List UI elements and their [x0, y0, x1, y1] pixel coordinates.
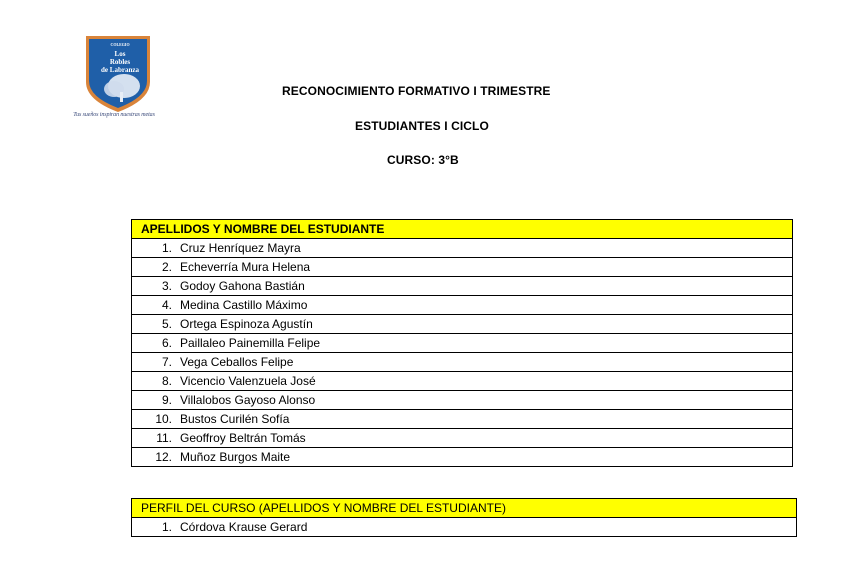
row-number: 1. — [161, 241, 172, 255]
table-cell — [132, 258, 793, 277]
row-number: 5. — [161, 317, 172, 331]
row-number: 8. — [161, 374, 172, 388]
table-row — [132, 315, 793, 334]
table-cell — [132, 277, 793, 296]
table-cell — [132, 334, 793, 353]
profile-table-header-cell: PERFIL DEL CURSO (APELLIDOS Y NOMBRE DEL ESTUDIANTE) — [132, 499, 797, 518]
students-table-header — [132, 220, 793, 239]
row-number: 11. — [156, 431, 172, 445]
table-cell — [132, 448, 793, 467]
logo-line-2: Robles — [109, 58, 131, 66]
student-name: Vicencio Valenzuela José — [180, 374, 316, 388]
table-cell — [132, 315, 793, 334]
student-name: Echeverría Mura Helena — [180, 260, 311, 274]
logo-line-1: Los — [114, 50, 126, 58]
table-row — [132, 391, 793, 410]
student-name: Cruz Henríquez Mayra — [180, 241, 301, 255]
document-subtitle-text: ESTUDIANTES I CICLO — [355, 119, 489, 133]
profile-table-header — [132, 499, 797, 518]
row-number: 3. — [161, 279, 172, 293]
row-number: 12. — [155, 450, 172, 464]
student-name: Godoy Gahona Bastián — [180, 279, 305, 293]
student-name: Ortega Espinoza Agustín — [180, 317, 313, 331]
row-number: 2. — [161, 260, 172, 274]
table-cell — [132, 391, 793, 410]
table-row — [132, 296, 793, 315]
school-logo — [62, 34, 166, 124]
student-name: Córdova Krause Gerard — [180, 520, 308, 534]
row-number: 4. — [161, 298, 172, 312]
logo-line-3: de Labranza — [101, 66, 139, 74]
profile-table — [131, 498, 797, 537]
table-row — [132, 239, 793, 258]
table-row — [132, 372, 793, 391]
table-cell — [132, 353, 793, 372]
course-heading-text: CURSO: 3°B — [387, 153, 459, 167]
row-number: 1. — [161, 520, 172, 534]
student-name: Paillaleo Painemilla Felipe — [180, 336, 321, 350]
row-number: 10. — [155, 412, 172, 426]
table-row — [132, 518, 797, 537]
students-table — [131, 219, 793, 467]
row-number: 7. — [161, 355, 172, 369]
student-name: Vega Ceballos Felipe — [180, 355, 294, 369]
row-number: 6. — [161, 336, 172, 350]
student-name: Villalobos Gayoso Alonso — [180, 393, 316, 407]
logo-top-text: COLEGIO — [110, 42, 130, 47]
student-name: Muñoz Burgos Maite — [180, 450, 291, 464]
table-cell — [132, 296, 793, 315]
student-name: Bustos Curilén Sofía — [180, 412, 290, 426]
table-row — [132, 334, 793, 353]
document-title-text: RECONOCIMIENTO FORMATIVO I TRIMESTRE — [282, 84, 551, 98]
table-cell — [132, 239, 793, 258]
table-row — [132, 448, 793, 467]
student-name: Geoffroy Beltrán Tomás — [180, 431, 306, 445]
table-cell — [132, 429, 793, 448]
student-name: Medina Castillo Máximo — [180, 298, 308, 312]
table-row — [132, 277, 793, 296]
row-number: 9. — [161, 393, 172, 407]
table-cell — [132, 372, 793, 391]
table-row — [132, 429, 793, 448]
table-row — [132, 410, 793, 429]
logo-tagline: Tus sueños inspiran nuestras metas — [73, 112, 155, 118]
table-cell — [132, 410, 793, 429]
table-cell — [132, 518, 797, 537]
table-row — [132, 258, 793, 277]
students-table-header-cell: APELLIDOS Y NOMBRE DEL ESTUDIANTE — [132, 220, 793, 239]
table-row — [132, 353, 793, 372]
